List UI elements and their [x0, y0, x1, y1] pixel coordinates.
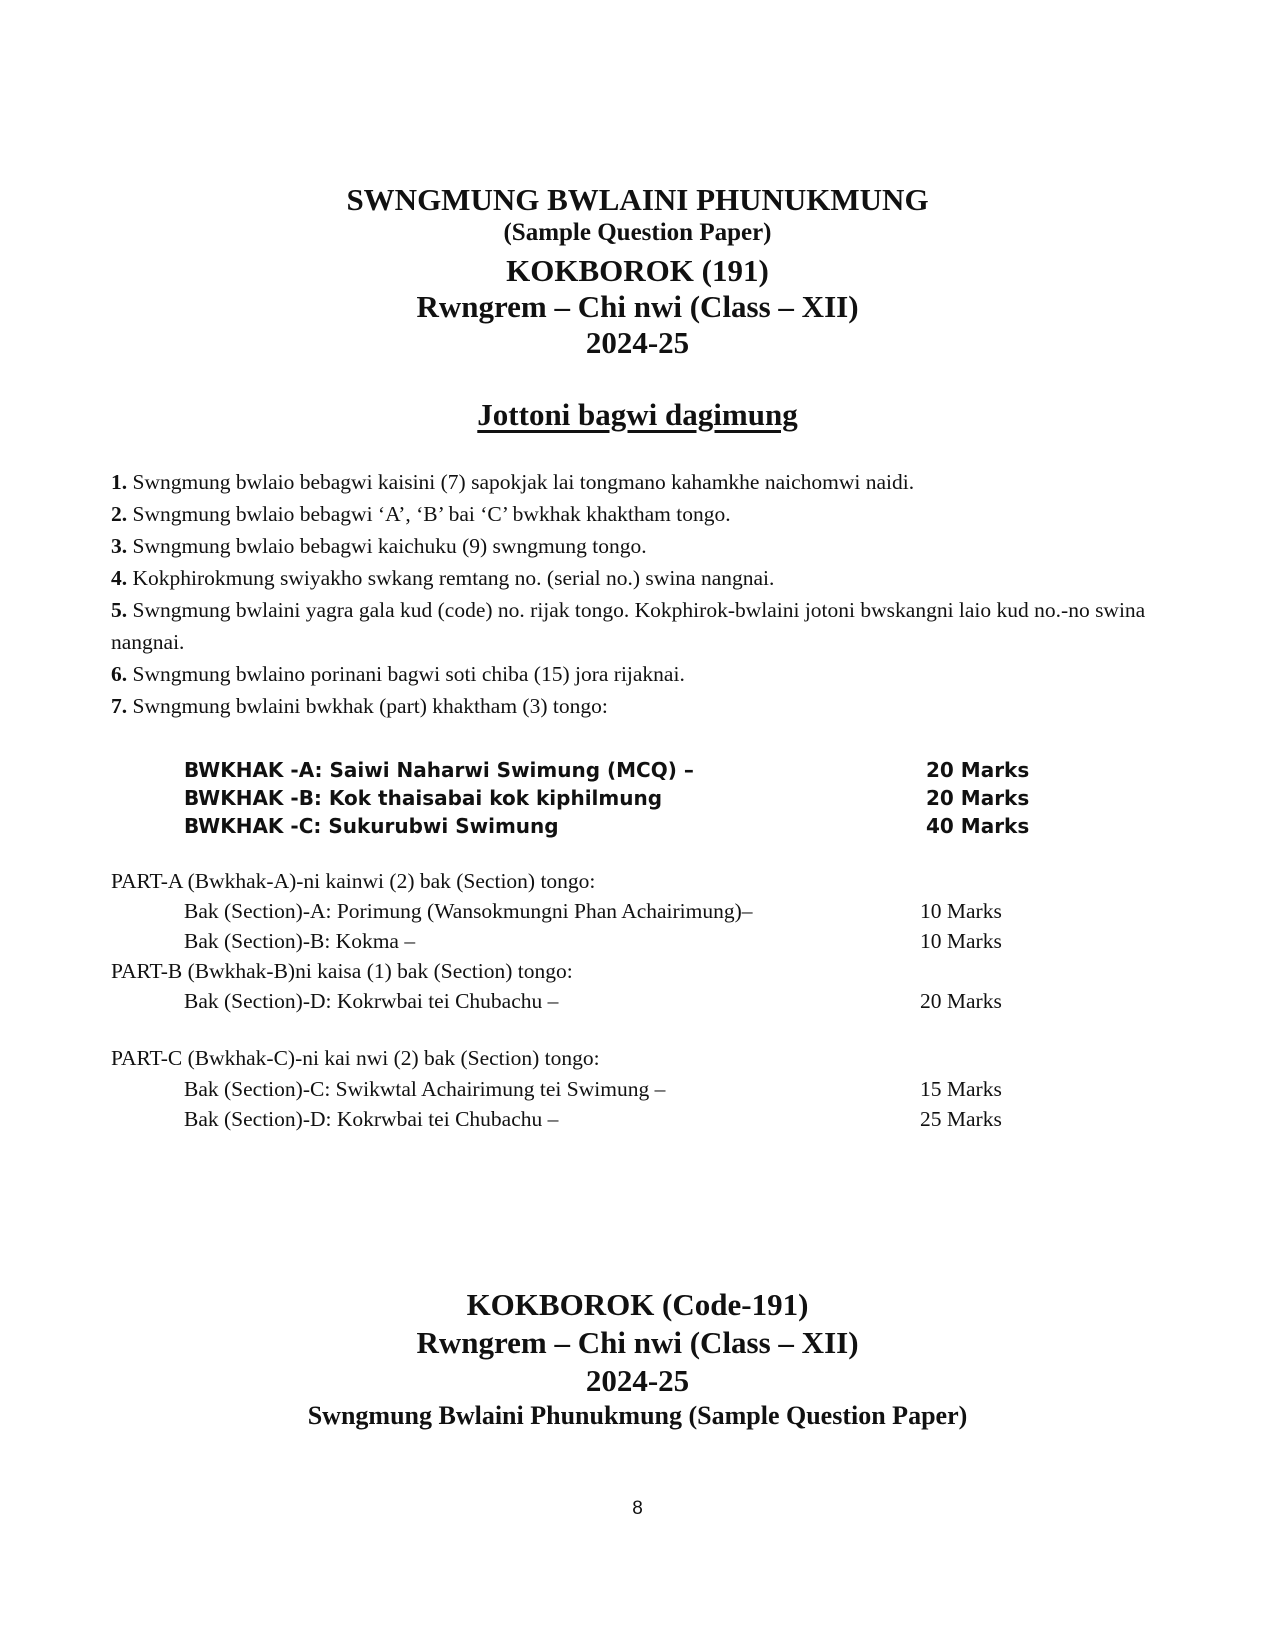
- instruction-item: 2. Swngmung bwlaio bebagwi ‘A’, ‘B’ bai ‘C’ bwkhak khaktham tongo.: [111, 502, 731, 526]
- instruction-item: 7. Swngmung bwlaini bwkhak (part) khaktham (3) tongo:: [111, 694, 608, 718]
- part-c-row-marks: 15 Marks: [920, 1077, 1002, 1101]
- part-c-row-marks: 25 Marks: [920, 1107, 1002, 1131]
- part-b-heading: PART-B (Bwkhak-B)ni kaisa (1) bak (Section) tongo:: [111, 959, 573, 983]
- part-b-row-label: Bak (Section)-D: Kokrwbai tei Chubachu –: [184, 989, 559, 1013]
- footer-subject-title: KOKBOROK (Code-191): [466, 1287, 809, 1322]
- part-c-heading: PART-C (Bwkhak-C)-ni kai nwi (2) bak (Section) tongo:: [111, 1046, 600, 1070]
- year-title: 2024-25: [585, 325, 690, 360]
- part-a-row-label: Bak (Section)-A: Porimung (Wansokmungni Phan Achairimung)–: [184, 899, 753, 923]
- part-b-row-marks: 20 Marks: [920, 989, 1002, 1013]
- part-a-heading: PART-A (Bwkhak-A)-ni kainwi (2) bak (Section) tongo:: [111, 869, 596, 893]
- part-a-row-marks: 10 Marks: [920, 899, 1002, 923]
- instruction-item: 5. Swngmung bwlaini yagra gala kud (code) no. rijak tongo. Kokphirok-bwlaini jotoni bwskangni laio kud no.-no swina nangnai.: [111, 598, 1146, 654]
- class-title: Rwngrem – Chi nwi (Class – XII): [416, 289, 859, 324]
- instructions-heading: Jottoni bagwi dagimung: [477, 397, 798, 432]
- instruction-item: 3. Swngmung bwlaio bebagwi kaichuku (9) swngmung tongo.: [111, 534, 647, 558]
- bwkhak-b-marks: 20 Marks: [926, 786, 1030, 810]
- instruction-item: 4. Kokphirokmung swiyakho swkang remtang no. (serial no.) swina nangnai.: [111, 566, 775, 590]
- part-c-row-label: Bak (Section)-D: Kokrwbai tei Chubachu –: [184, 1107, 559, 1131]
- instructions-list: [111, 466, 1191, 722]
- part-c-row-label: Bak (Section)-C: Swikwtal Achairimung tei Swimung –: [184, 1077, 666, 1101]
- part-a-row-label: Bak (Section)-B: Kokma –: [184, 929, 416, 953]
- bwkhak-b-label: BWKHAK -B: Kok thaisabai kok kiphilmung: [184, 786, 663, 810]
- bwkhak-c-label: BWKHAK -C: Sukurubwi Swimung: [184, 814, 559, 838]
- bwkhak-a-label: BWKHAK -A: Saiwi Naharwi Swimung (MCQ) –: [184, 758, 694, 782]
- instruction-item: 1. Swngmung bwlaio bebagwi kaisini (7) sapokjak lai tongmano kahamkhe naichomwi naidi.: [111, 470, 915, 494]
- page-number: 8: [632, 1498, 643, 1519]
- bwkhak-a-marks: 20 Marks: [926, 758, 1030, 782]
- footer-year-title: 2024-25: [585, 1363, 690, 1398]
- footer-class-title: Rwngrem – Chi nwi (Class – XII): [416, 1325, 859, 1360]
- subject-title: KOKBOROK (191): [506, 253, 769, 288]
- document-title: SWNGMUNG BWLAINI PHUNUKMUNG: [346, 182, 929, 217]
- bwkhak-c-marks: 40 Marks: [926, 814, 1030, 838]
- part-a-row-marks: 10 Marks: [920, 929, 1002, 953]
- instruction-item: 6. Swngmung bwlaino porinani bagwi soti chiba (15) jora rijaknai.: [111, 662, 685, 686]
- footer-paper-title: Swngmung Bwlaini Phunukmung (Sample Question Paper): [307, 1401, 968, 1430]
- document-subtitle: (Sample Question Paper): [503, 219, 772, 246]
